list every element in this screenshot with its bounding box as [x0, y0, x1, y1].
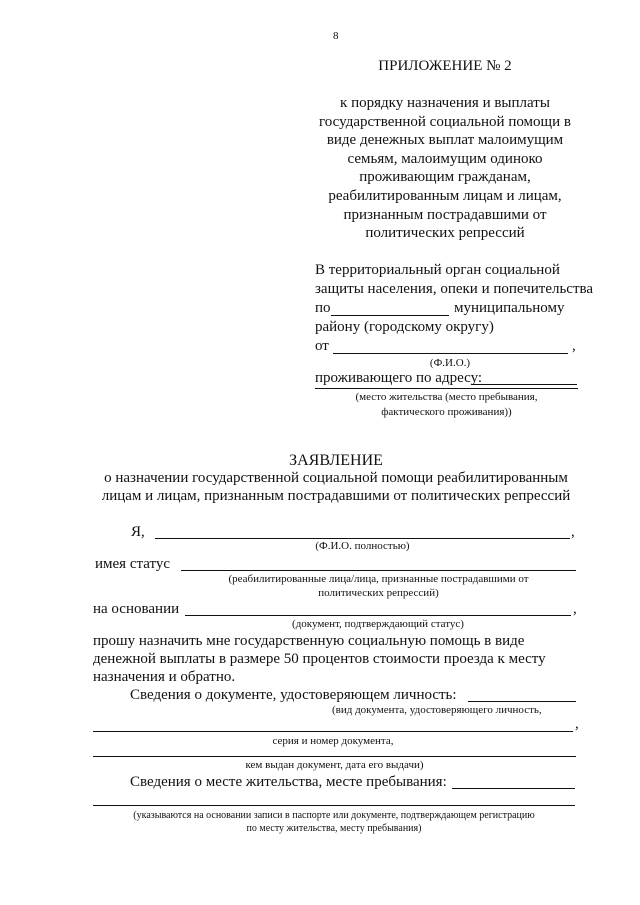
- statement-subtitle-2: лицам и лицам, признанным пострадавшими от политических репрессий: [101, 488, 571, 504]
- comma: ,: [575, 716, 579, 732]
- id-field-2[interactable]: [93, 731, 573, 732]
- appendix-subtitle-line: реабилитированным лицам и лицам,: [328, 187, 562, 204]
- residence-hint-2: фактического проживания)): [381, 406, 512, 418]
- status-hint-1: (реабилитированные лица/лица, признанные пострадавшими от: [228, 573, 529, 585]
- appendix-subtitle-line: проживающим гражданам,: [359, 169, 531, 186]
- addressee-line-2: защиты населения, опеки и попечительства: [315, 281, 594, 297]
- addressee-line-4: району (городскому округу): [315, 319, 494, 335]
- appendix-subtitle: [300, 94, 590, 243]
- status-field[interactable]: [181, 570, 576, 571]
- status-hint-2: политических репрессий): [318, 587, 439, 599]
- comma: ,: [572, 338, 576, 354]
- comma: ,: [571, 524, 575, 540]
- id-hint: (вид документа, удостоверяющего личность,: [332, 704, 542, 716]
- appendix-subtitle-line: политических репрессий: [365, 225, 525, 242]
- residence-hint-1: (место жительства (место пребывания,: [355, 391, 538, 403]
- id-label: Сведения о документе, удостоверяющем личность:: [130, 687, 457, 703]
- addressee-po-label: по: [315, 300, 331, 316]
- residence-hint-line-2: по месту жительства, месту пребывания): [246, 823, 422, 834]
- ya-label: Я,: [131, 524, 145, 540]
- comma: ,: [573, 601, 577, 617]
- applicant-fio-field[interactable]: [333, 353, 568, 354]
- status-label: имея статус: [95, 556, 171, 572]
- basis-field[interactable]: [185, 615, 571, 616]
- appendix-subtitle-line: государственной социальной помощи в: [319, 113, 571, 130]
- municipality-field[interactable]: [331, 315, 449, 316]
- fio-full-hint: (Ф.И.О. полностью): [315, 540, 410, 552]
- residence-label: Сведения о месте жительства, месте пребывания:: [130, 774, 447, 790]
- request-line-3: назначения и обратно.: [93, 669, 236, 685]
- basis-hint: (документ, подтверждающий статус): [292, 618, 464, 630]
- addressee-municipal-label: муниципальному: [454, 300, 565, 316]
- basis-label: на основании: [93, 601, 180, 617]
- request-line-2: денежной выплаты в размере 50 процентов стоимости проезда к месту: [93, 651, 546, 667]
- residence-field-1[interactable]: [452, 788, 575, 789]
- appendix-subtitle-line: к порядку назначения и выплаты: [340, 95, 550, 111]
- addressee-from-label: от: [315, 338, 329, 354]
- appendix-subtitle-line: признанным пострадавшими от: [343, 206, 547, 223]
- request-line-1: прошу назначить мне государственную социальную помощь в виде: [93, 633, 525, 649]
- appendix-subtitle-line: виде денежных выплат малоимущим: [326, 132, 564, 149]
- address-field-1[interactable]: [471, 384, 577, 385]
- statement-title: ЗАЯВЛЕНИЕ: [289, 452, 383, 469]
- appendix-subtitle-line: семьям, малоимущим одиноко: [347, 150, 543, 167]
- id-field-3[interactable]: [93, 756, 576, 757]
- residence-hint-line-1: (указываются на основании записи в паспорте или документе, подтверждающем регистрацию: [133, 810, 535, 821]
- statement-subtitle-1: о назначении государственной социальной помощи реабилитированным: [104, 470, 568, 486]
- page-number: 8: [333, 30, 339, 42]
- residence-field-2[interactable]: [93, 805, 575, 806]
- issued-hint: кем выдан документ, дата его выдачи): [245, 759, 424, 771]
- appendix-title: ПРИЛОЖЕНИЕ № 2: [378, 58, 512, 74]
- address-label: проживающего по адресу:: [315, 370, 483, 386]
- fio-hint: (Ф.И.О.): [429, 357, 471, 369]
- id-field-1[interactable]: [468, 701, 576, 702]
- addressee-line-1: В территориальный орган социальной: [315, 262, 560, 278]
- address-field-2[interactable]: [315, 388, 578, 389]
- series-hint: серия и номер документа,: [272, 735, 394, 747]
- full-fio-field[interactable]: [155, 538, 570, 539]
